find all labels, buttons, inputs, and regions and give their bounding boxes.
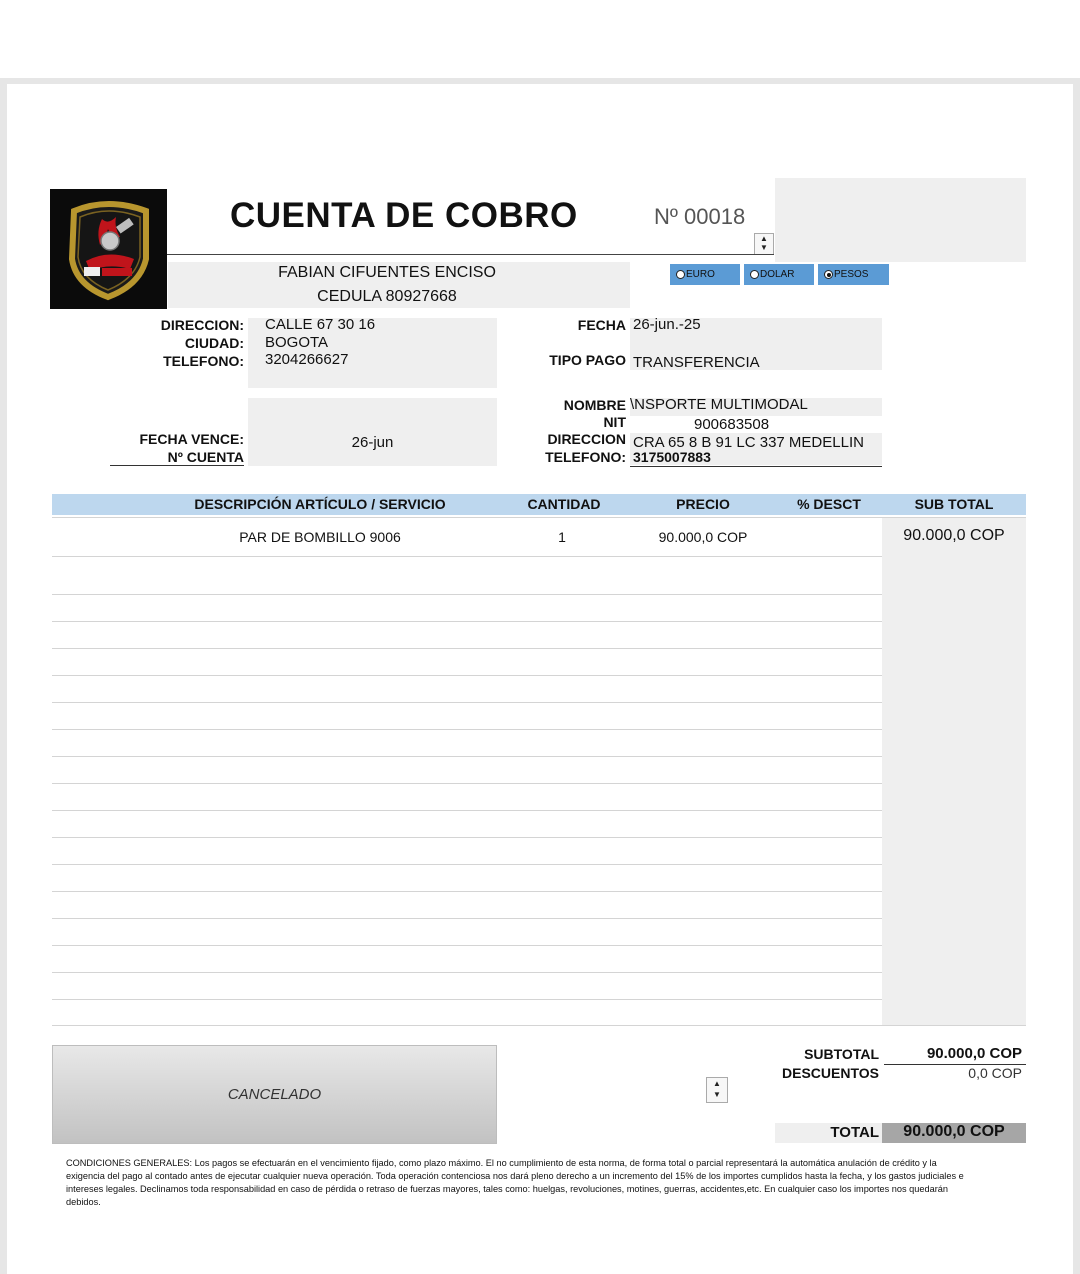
status-label: CANCELADO — [227, 1086, 322, 1103]
client-telefono-label: TELEFONO: — [545, 449, 626, 465]
top-margin — [0, 0, 1080, 80]
total-label: TOTAL — [830, 1124, 879, 1141]
descuentos-label: DESCUENTOS — [782, 1065, 879, 1081]
due-date-box — [248, 398, 497, 466]
radio-selected-icon — [824, 270, 833, 279]
status-spinner[interactable]: ▲ ▼ — [706, 1077, 728, 1103]
currency-option-dolar[interactable] — [744, 264, 814, 285]
table-row-line — [52, 675, 882, 676]
number-field-box — [775, 178, 1026, 262]
client-nombre-label: NOMBRE — [563, 397, 626, 413]
company-logo — [50, 189, 167, 309]
row-descripcion: PAR DE BOMBILLO 9006 — [239, 529, 401, 545]
direccion-label: DIRECCION: — [160, 317, 244, 333]
fecha-label: FECHA — [577, 317, 626, 333]
document-number: Nº 00018 — [654, 204, 746, 229]
row-subtotal: 90.000,0 COP — [903, 527, 1005, 544]
table-row-line — [52, 702, 882, 703]
cuenta-underline — [110, 465, 244, 466]
title-underline — [167, 254, 774, 255]
table-line-bottom — [52, 1025, 1026, 1026]
issuer-id: CEDULA 80927668 — [317, 288, 457, 305]
row-precio: 90.000,0 COP — [658, 529, 748, 545]
client-nombre-value: \NSPORTE MULTIMODAL — [630, 396, 808, 413]
row-cantidad: 1 — [558, 529, 566, 545]
table-row-line — [52, 756, 882, 757]
ciudad-value: BOGOTA — [265, 334, 329, 351]
tipo-pago-label: TIPO PAGO — [549, 352, 626, 368]
radio-icon — [750, 270, 759, 279]
currency-option-label: EURO — [686, 269, 715, 280]
currency-option-label: DOLAR — [760, 269, 795, 280]
header-descripcion: DESCRIPCIÓN ARTÍCULO / SERVICIO — [194, 496, 446, 512]
table-line-top — [52, 517, 1026, 518]
currency-option-label: PESOS — [834, 269, 869, 280]
ciudad-label: CIUDAD: — [184, 335, 244, 351]
client-direccion-label: DIRECCION — [547, 431, 626, 447]
table-row-line — [52, 621, 882, 622]
table-row-line — [52, 837, 882, 838]
header-cantidad: CANTIDAD — [527, 496, 601, 512]
table-row-line — [52, 594, 882, 595]
table-row-line — [52, 945, 882, 946]
table-row-line — [52, 891, 882, 892]
table-row-line — [52, 999, 882, 1000]
table-row-line — [52, 864, 882, 865]
client-nit-value: 900683508 — [694, 416, 770, 433]
client-direccion-value: CRA 65 8 B 91 LC 337 MEDELLIN — [633, 434, 864, 451]
table-row-line — [52, 918, 882, 919]
client-nit-label: NIT — [603, 414, 626, 430]
client-telefono-value: 3175007883 — [633, 449, 711, 465]
cuenta-label: Nº CUENTA — [167, 449, 244, 465]
table-row-line — [52, 810, 882, 811]
number-spinner[interactable]: ▲ ▼ — [754, 233, 774, 255]
total-value: 90.000,0 COP — [903, 1123, 1005, 1140]
table-row-line — [52, 783, 882, 784]
document-title: CUENTA DE COBRO — [230, 196, 578, 235]
header-precio: PRECIO — [676, 496, 730, 512]
header-descuento: % DESCT — [797, 496, 861, 512]
table-row-line — [52, 729, 882, 730]
fecha-vence-label: FECHA VENCE: — [139, 431, 244, 447]
fecha-vence-value: 26-jun — [351, 434, 394, 451]
subtotal-value: 90.000,0 COP — [926, 1045, 1022, 1062]
header-subtotal: SUB TOTAL — [914, 496, 994, 512]
subtotal-column — [882, 518, 1026, 1026]
shield-logo-icon — [50, 189, 167, 309]
currency-option-euro[interactable] — [670, 264, 740, 285]
telefono-label: TELEFONO: — [163, 353, 244, 369]
general-conditions: CONDICIONES GENERALES: Los pagos se efectuarán en el vencimiento fijado, como plazo máximo. El no cumplimiento de esta norma, de forma total o parcial representará la automática anulación de crédito y la exigencia del pago al contado antes de ejecutar cualquier nueva operación. Toda operación contenciosa nos dará pleno derecho a un incremento del 15% de los importes cumplidos hasta la fecha, y los gastos judiciales e intereses legales. Declinamos toda responsabilidad en caso de pérdida o retraso de fuerzas mayores, tales como: huelgas, revoluciones, motines, guerras, accidentes,etc. En cualquier caso los importes nos quedarán debidos. — [66, 1158, 964, 1207]
radio-icon — [676, 270, 685, 279]
table-row-line — [52, 648, 882, 649]
subtotal-label: SUBTOTAL — [804, 1046, 879, 1062]
client-underline — [630, 466, 882, 467]
descuentos-value: 0,0 COP — [968, 1065, 1022, 1081]
direccion-value: CALLE 67 30 16 — [265, 316, 376, 333]
table-row-line — [52, 556, 882, 557]
currency-option-pesos[interactable] — [818, 264, 889, 285]
table-row-line — [52, 972, 882, 973]
issuer-name: FABIAN CIFUENTES ENCISO — [278, 264, 496, 281]
telefono-value: 3204266627 — [265, 351, 349, 368]
tipo-pago-value: TRANSFERENCIA — [633, 354, 760, 371]
fecha-value: 26-jun.-25 — [633, 316, 701, 333]
